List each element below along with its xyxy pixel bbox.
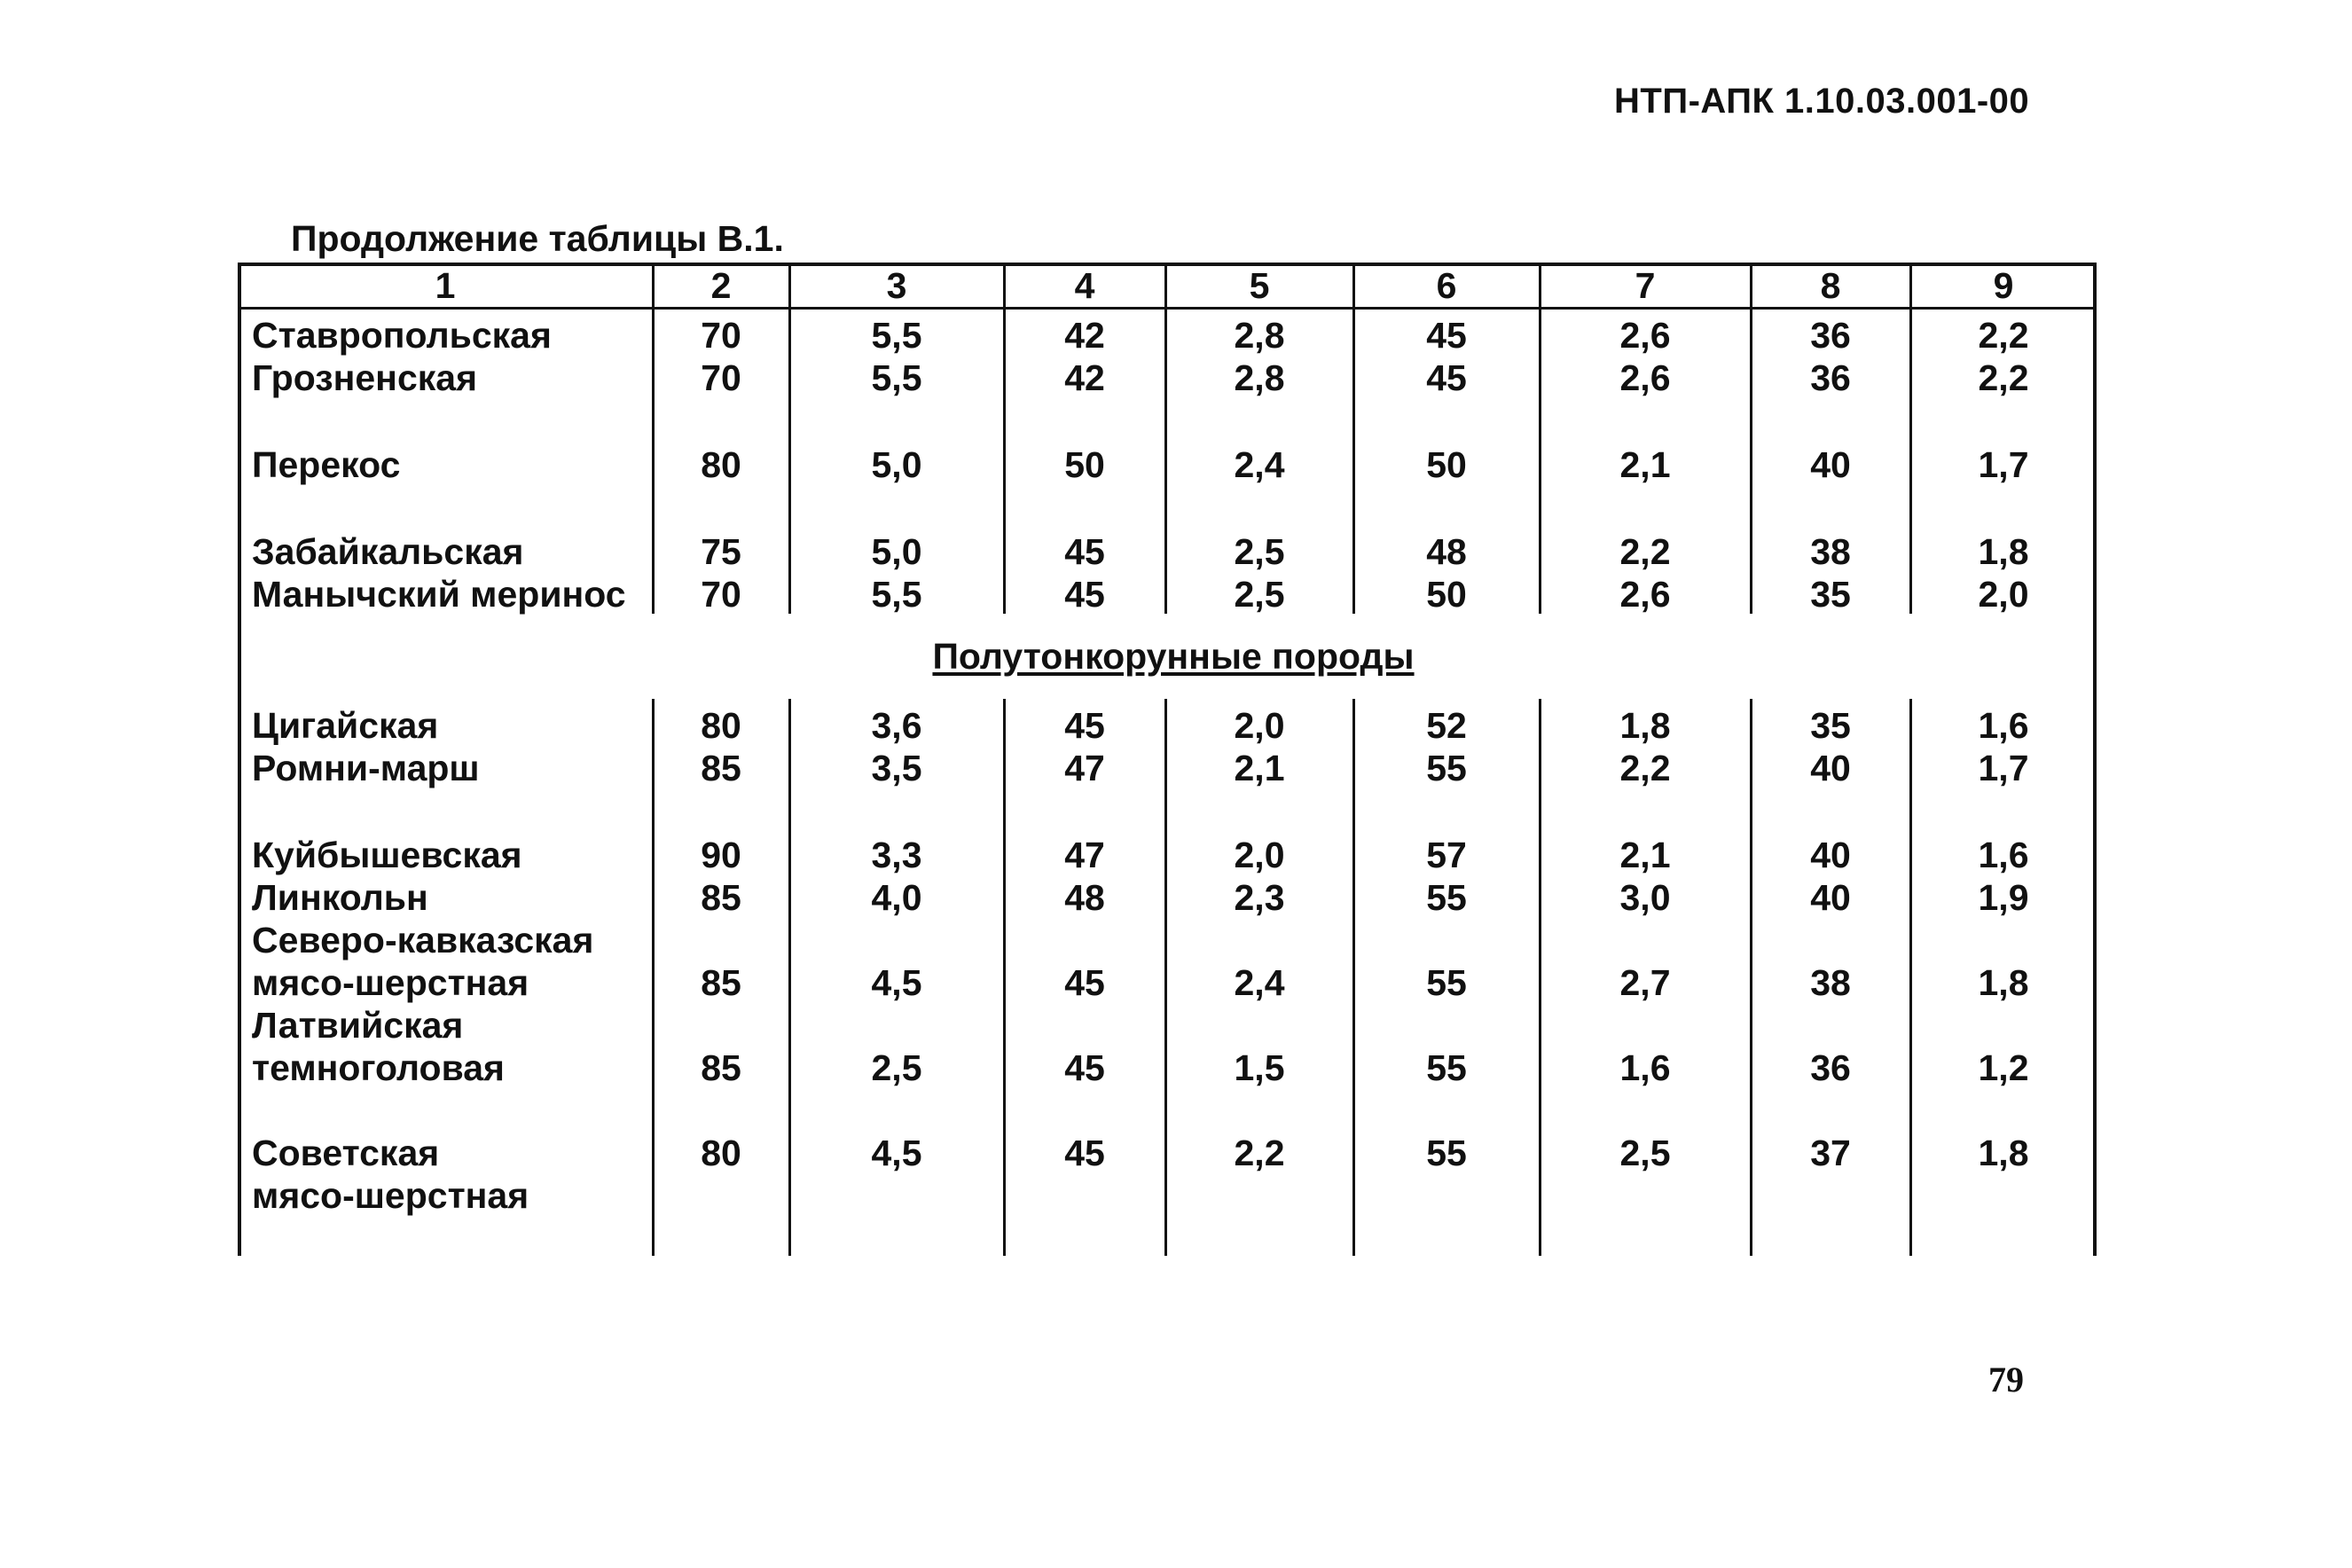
table-cell: 2,6 [1619,574,1671,615]
table-cell: 5,0 [871,531,922,572]
table-cell: 1,7 [1978,748,2029,788]
table-cell: 2,6 [1619,357,1671,398]
row-label: Куйбышевская [252,835,522,875]
table-cell: 80 [701,1133,741,1173]
table-cell: 2,2 [1234,1133,1285,1173]
table-cell: 2,3 [1234,877,1285,918]
row-label: Северо-кавказская [252,920,594,960]
table-cell: 4,5 [871,1133,922,1173]
table-cell: 47 [1064,748,1105,788]
column-header: 8 [1820,265,1841,306]
table-cell: 3,3 [871,835,922,875]
row-label: Грозненская [252,357,477,398]
table-cell: 1,8 [1978,962,2029,1003]
column-header: 5 [1249,265,1270,306]
table-cell: 2,2 [1619,748,1671,788]
table-cell: 70 [701,574,741,615]
table-left-border [238,263,241,1256]
table-cell: 2,8 [1234,315,1285,356]
table-caption: Продолжение таблицы В.1. [291,218,784,259]
column-header: 9 [1993,265,2014,306]
table-cell: 45 [1426,357,1467,398]
row-label: мясо-шерстная [252,962,529,1003]
table-cell: 4,0 [871,877,922,918]
table-cell: 1,6 [1978,705,2029,746]
column-header: 2 [710,265,732,306]
table-cell: 2,1 [1234,748,1285,788]
table-cell: 57 [1426,835,1467,875]
table-cell: 45 [1426,315,1467,356]
table-cell: 45 [1064,962,1105,1003]
table-cell: 2,5 [1234,531,1285,572]
table-cell: 4,5 [871,962,922,1003]
table-cell: 70 [701,315,741,356]
table-cell: 3,6 [871,705,922,746]
table-cell: 36 [1810,357,1851,398]
table-cell: 2,0 [1978,574,2029,615]
table-cell: 80 [701,705,741,746]
table-cell: 85 [701,877,741,918]
row-label: Ромни-марш [252,748,480,788]
table-cell: 2,4 [1234,962,1285,1003]
table-cell: 2,2 [1978,357,2029,398]
table-cell: 3,5 [871,748,922,788]
table-cell: 52 [1426,705,1467,746]
table-cell: 45 [1064,705,1105,746]
table-cell: 42 [1064,315,1105,356]
table-cell: 1,6 [1978,835,2029,875]
table-cell: 35 [1810,574,1851,615]
table-cell: 2,5 [1619,1133,1671,1173]
table-cell: 85 [701,748,741,788]
table-cell: 80 [701,444,741,485]
table-cell: 38 [1810,531,1851,572]
row-label: Советская [252,1133,440,1173]
table-cell: 2,0 [1234,835,1285,875]
table-cell: 55 [1426,1133,1467,1173]
table-cell: 2,1 [1619,835,1671,875]
table-cell: 50 [1426,574,1467,615]
table-cell: 1,9 [1978,877,2029,918]
header-bottom-rule [238,307,2097,310]
row-label: мясо-шерстная [252,1175,529,1216]
column-header: 4 [1074,265,1095,306]
table-cell: 37 [1810,1133,1851,1173]
table-cell: 40 [1810,444,1851,485]
table-cell: 2,2 [1978,315,2029,356]
section-heading: Полутонкорунные породы [932,636,1415,677]
row-label: темноголовая [252,1047,505,1088]
table-cell: 3,0 [1619,877,1671,918]
column-header: 1 [435,265,456,306]
table-cell: 2,7 [1619,962,1671,1003]
table-cell: 2,2 [1619,531,1671,572]
table-cell: 85 [701,1047,741,1088]
row-label: Ставропольская [252,315,552,356]
page-number: 79 [1988,1360,2024,1399]
table-cell: 55 [1426,877,1467,918]
column-header: 3 [886,265,907,306]
table-cell: 5,5 [871,357,922,398]
row-label: Забайкальская [252,531,524,572]
table-cell: 85 [701,962,741,1003]
table-cell: 1,8 [1978,531,2029,572]
table-cell: 55 [1426,962,1467,1003]
data-table [238,263,2097,1256]
table-cell: 5,5 [871,574,922,615]
table-cell: 2,6 [1619,315,1671,356]
table-cell: 36 [1810,1047,1851,1088]
document-code: НТП-АПК 1.10.03.001-00 [1614,82,2030,121]
table-cell: 55 [1426,1047,1467,1088]
table-cell: 36 [1810,315,1851,356]
table-cell: 40 [1810,748,1851,788]
table-cell: 35 [1810,705,1851,746]
table-cell: 45 [1064,1133,1105,1173]
row-label: Манычский меринос [252,574,626,615]
table-cell: 75 [701,531,741,572]
row-label: Латвийская [252,1005,464,1046]
row-label: Цигайская [252,705,439,746]
table-cell: 1,2 [1978,1047,2029,1088]
table-cell: 48 [1064,877,1105,918]
table-cell: 2,1 [1619,444,1671,485]
column-header: 7 [1635,265,1656,306]
table-cell: 2,4 [1234,444,1285,485]
table-cell: 5,0 [871,444,922,485]
table-cell: 90 [701,835,741,875]
table-cell: 48 [1426,531,1467,572]
table-cell: 70 [701,357,741,398]
table-cell: 2,5 [871,1047,922,1088]
table-cell: 45 [1064,531,1105,572]
table-cell: 40 [1810,877,1851,918]
table-cell: 1,8 [1619,705,1671,746]
table-cell: 5,5 [871,315,922,356]
table-cell: 42 [1064,357,1105,398]
table-cell: 47 [1064,835,1105,875]
table-cell: 40 [1810,835,1851,875]
table-cell: 2,8 [1234,357,1285,398]
table-cell: 45 [1064,574,1105,615]
column-header: 6 [1436,265,1457,306]
table-cell: 38 [1810,962,1851,1003]
table-cell: 45 [1064,1047,1105,1088]
table-cell: 1,6 [1619,1047,1671,1088]
table-cell: 50 [1426,444,1467,485]
table-cell: 1,8 [1978,1133,2029,1173]
table-cell: 2,5 [1234,574,1285,615]
table-cell: 1,5 [1234,1047,1285,1088]
table-cell: 50 [1064,444,1105,485]
table-cell: 55 [1426,748,1467,788]
row-label: Линкольн [252,877,428,918]
table-cell: 2,0 [1234,705,1285,746]
table-cell: 1,7 [1978,444,2029,485]
row-label: Перекос [252,444,401,485]
